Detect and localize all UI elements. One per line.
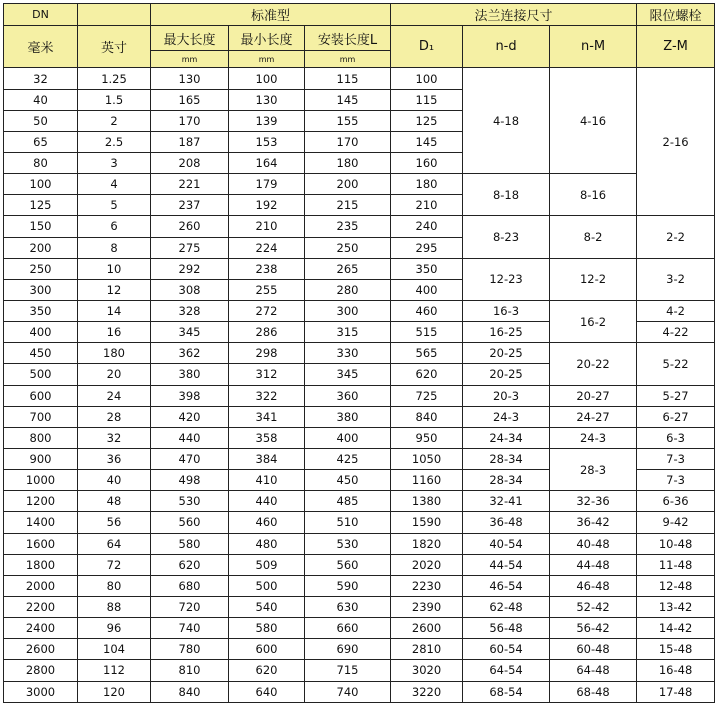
cell-nd: 12-23 [463, 258, 550, 300]
cell-dn-mm: 800 [4, 427, 78, 448]
cell-inch: 80 [78, 575, 151, 596]
cell-max-length: 308 [151, 279, 229, 300]
cell-install-length: 400 [305, 427, 391, 448]
cell-dn-mm: 400 [4, 322, 78, 343]
cell-nd: 28-34 [463, 470, 550, 491]
cell-nd: 40-54 [463, 533, 550, 554]
cell-zm: 5-22 [637, 343, 715, 385]
cell-min-length: 272 [229, 300, 305, 321]
cell-d1: 3020 [391, 660, 463, 681]
cell-inch: 36 [78, 448, 151, 469]
cell-zm: 10-48 [637, 533, 715, 554]
cell-inch: 120 [78, 681, 151, 702]
table-row [4, 385, 715, 406]
cell-nd: 20-3 [463, 385, 550, 406]
cell-max-length: 362 [151, 343, 229, 364]
cell-nm: 52-42 [550, 596, 637, 617]
cell-max-length: 292 [151, 258, 229, 279]
cell-min-length: 509 [229, 554, 305, 575]
cell-zm: 16-48 [637, 660, 715, 681]
cell-min-length: 164 [229, 153, 305, 174]
cell-inch: 2 [78, 110, 151, 131]
cell-dn-mm: 150 [4, 216, 78, 237]
table-row [4, 300, 715, 321]
cell-nd: 68-54 [463, 681, 550, 702]
cell-d1: 2230 [391, 575, 463, 596]
cell-d1: 125 [391, 110, 463, 131]
unit-mm: mm [229, 51, 305, 68]
cell-d1: 460 [391, 300, 463, 321]
header-nd: n-d [463, 26, 550, 68]
cell-zm: 4-2 [637, 300, 715, 321]
cell-min-length: 600 [229, 639, 305, 660]
cell-max-length: 498 [151, 470, 229, 491]
unit-mm: mm [151, 51, 229, 68]
cell-zm: 6-36 [637, 491, 715, 512]
cell-install-length: 300 [305, 300, 391, 321]
unit-mm: mm [305, 51, 391, 68]
cell-dn-mm: 200 [4, 237, 78, 258]
table-row [4, 639, 715, 660]
table-row [4, 596, 715, 617]
table-row [4, 512, 715, 533]
header-standard: 标准型 [151, 4, 391, 26]
cell-inch: 12 [78, 279, 151, 300]
table-row [4, 575, 715, 596]
cell-max-length: 130 [151, 68, 229, 89]
cell-max-length: 328 [151, 300, 229, 321]
cell-min-length: 130 [229, 89, 305, 110]
cell-nd: 64-54 [463, 660, 550, 681]
cell-install-length: 315 [305, 322, 391, 343]
cell-max-length: 260 [151, 216, 229, 237]
cell-install-length: 235 [305, 216, 391, 237]
cell-nm: 16-2 [550, 300, 637, 342]
cell-max-length: 398 [151, 385, 229, 406]
cell-nm: 8-16 [550, 174, 637, 216]
header-d1: D₁ [391, 26, 463, 68]
cell-min-length: 460 [229, 512, 305, 533]
cell-nm: 20-22 [550, 343, 637, 385]
cell-zm: 15-48 [637, 639, 715, 660]
cell-nm: 36-42 [550, 512, 637, 533]
cell-zm: 13-42 [637, 596, 715, 617]
cell-d1: 160 [391, 153, 463, 174]
cell-install-length: 170 [305, 131, 391, 152]
cell-dn-mm: 40 [4, 89, 78, 110]
cell-inch: 48 [78, 491, 151, 512]
header-nm: n-M [550, 26, 637, 68]
header-limit-bolt: 限位螺栓 [637, 4, 715, 26]
cell-dn-mm: 250 [4, 258, 78, 279]
cell-dn-mm: 500 [4, 364, 78, 385]
cell-min-length: 100 [229, 68, 305, 89]
cell-dn-mm: 2400 [4, 618, 78, 639]
cell-install-length: 425 [305, 448, 391, 469]
cell-min-length: 440 [229, 491, 305, 512]
cell-install-length: 510 [305, 512, 391, 533]
header-dn: DN [4, 4, 78, 26]
cell-max-length: 720 [151, 596, 229, 617]
cell-zm: 12-48 [637, 575, 715, 596]
cell-inch: 64 [78, 533, 151, 554]
cell-nd: 16-25 [463, 322, 550, 343]
cell-nd: 62-48 [463, 596, 550, 617]
cell-max-length: 380 [151, 364, 229, 385]
cell-dn-mm: 600 [4, 385, 78, 406]
cell-max-length: 187 [151, 131, 229, 152]
cell-d1: 3220 [391, 681, 463, 702]
cell-dn-mm: 3000 [4, 681, 78, 702]
cell-nd: 24-34 [463, 427, 550, 448]
cell-min-length: 298 [229, 343, 305, 364]
table-row [4, 427, 715, 448]
cell-nd: 24-3 [463, 406, 550, 427]
cell-nm: 4-16 [550, 68, 637, 174]
cell-max-length: 170 [151, 110, 229, 131]
cell-d1: 2810 [391, 639, 463, 660]
cell-install-length: 590 [305, 575, 391, 596]
cell-d1: 725 [391, 385, 463, 406]
cell-install-length: 330 [305, 343, 391, 364]
cell-dn-mm: 450 [4, 343, 78, 364]
table-row [4, 216, 715, 237]
cell-min-length: 480 [229, 533, 305, 554]
cell-install-length: 345 [305, 364, 391, 385]
cell-install-length: 145 [305, 89, 391, 110]
cell-install-length: 450 [305, 470, 391, 491]
cell-min-length: 238 [229, 258, 305, 279]
cell-inch: 104 [78, 639, 151, 660]
cell-inch: 72 [78, 554, 151, 575]
cell-nd: 8-23 [463, 216, 550, 258]
cell-dn-mm: 700 [4, 406, 78, 427]
cell-install-length: 740 [305, 681, 391, 702]
cell-nd: 8-18 [463, 174, 550, 216]
cell-nd: 16-3 [463, 300, 550, 321]
cell-min-length: 580 [229, 618, 305, 639]
header-max-length: 最大长度 [151, 26, 229, 51]
cell-d1: 1050 [391, 448, 463, 469]
cell-max-length: 580 [151, 533, 229, 554]
cell-d1: 1380 [391, 491, 463, 512]
table-row [4, 660, 715, 681]
table-row [4, 681, 715, 702]
cell-zm: 5-27 [637, 385, 715, 406]
cell-max-length: 840 [151, 681, 229, 702]
cell-nd: 44-54 [463, 554, 550, 575]
cell-install-length: 715 [305, 660, 391, 681]
cell-nd: 20-25 [463, 343, 550, 364]
cell-inch: 1.5 [78, 89, 151, 110]
cell-nd: 4-18 [463, 68, 550, 174]
cell-inch: 6 [78, 216, 151, 237]
table-row [4, 258, 715, 279]
cell-nm: 56-42 [550, 618, 637, 639]
cell-max-length: 470 [151, 448, 229, 469]
cell-inch: 1.25 [78, 68, 151, 89]
cell-inch: 88 [78, 596, 151, 617]
cell-d1: 1820 [391, 533, 463, 554]
cell-dn-mm: 900 [4, 448, 78, 469]
cell-max-length: 208 [151, 153, 229, 174]
cell-d1: 115 [391, 89, 463, 110]
dimension-table [3, 3, 715, 703]
cell-inch: 112 [78, 660, 151, 681]
cell-install-length: 560 [305, 554, 391, 575]
cell-max-length: 275 [151, 237, 229, 258]
cell-inch: 5 [78, 195, 151, 216]
cell-dn-mm: 2200 [4, 596, 78, 617]
cell-max-length: 780 [151, 639, 229, 660]
cell-inch: 16 [78, 322, 151, 343]
header-zm: Z-M [637, 26, 715, 68]
cell-nm: 60-48 [550, 639, 637, 660]
cell-max-length: 560 [151, 512, 229, 533]
cell-install-length: 530 [305, 533, 391, 554]
header-mm: 毫米 [4, 26, 78, 68]
cell-nm: 40-48 [550, 533, 637, 554]
cell-min-length: 224 [229, 237, 305, 258]
cell-zm: 4-22 [637, 322, 715, 343]
cell-d1: 210 [391, 195, 463, 216]
cell-max-length: 680 [151, 575, 229, 596]
cell-dn-mm: 2000 [4, 575, 78, 596]
cell-d1: 295 [391, 237, 463, 258]
cell-install-length: 280 [305, 279, 391, 300]
cell-dn-mm: 2800 [4, 660, 78, 681]
table-row [4, 618, 715, 639]
cell-max-length: 221 [151, 174, 229, 195]
cell-min-length: 341 [229, 406, 305, 427]
cell-nd: 60-54 [463, 639, 550, 660]
header-install-length: 安装长度L [305, 26, 391, 51]
header-flange: 法兰连接尺寸 [391, 4, 637, 26]
cell-dn-mm: 65 [4, 131, 78, 152]
cell-min-length: 322 [229, 385, 305, 406]
cell-max-length: 440 [151, 427, 229, 448]
cell-install-length: 380 [305, 406, 391, 427]
cell-d1: 350 [391, 258, 463, 279]
cell-d1: 240 [391, 216, 463, 237]
cell-dn-mm: 125 [4, 195, 78, 216]
cell-dn-mm: 1400 [4, 512, 78, 533]
cell-zm: 7-3 [637, 448, 715, 469]
cell-max-length: 420 [151, 406, 229, 427]
header-row-1 [4, 4, 715, 26]
cell-dn-mm: 1600 [4, 533, 78, 554]
cell-install-length: 215 [305, 195, 391, 216]
cell-nm: 68-48 [550, 681, 637, 702]
cell-min-length: 210 [229, 216, 305, 237]
header-blank [78, 4, 151, 26]
cell-dn-mm: 1000 [4, 470, 78, 491]
cell-zm: 2-16 [637, 68, 715, 216]
table-row [4, 554, 715, 575]
cell-nm: 46-48 [550, 575, 637, 596]
cell-d1: 2390 [391, 596, 463, 617]
cell-nm: 64-48 [550, 660, 637, 681]
cell-dn-mm: 32 [4, 68, 78, 89]
cell-inch: 40 [78, 470, 151, 491]
cell-nm: 24-27 [550, 406, 637, 427]
cell-inch: 4 [78, 174, 151, 195]
cell-max-length: 620 [151, 554, 229, 575]
cell-inch: 10 [78, 258, 151, 279]
cell-d1: 565 [391, 343, 463, 364]
cell-zm: 9-42 [637, 512, 715, 533]
cell-min-length: 500 [229, 575, 305, 596]
cell-zm: 11-48 [637, 554, 715, 575]
cell-min-length: 139 [229, 110, 305, 131]
cell-min-length: 286 [229, 322, 305, 343]
cell-dn-mm: 2600 [4, 639, 78, 660]
cell-max-length: 237 [151, 195, 229, 216]
table-row [4, 448, 715, 469]
cell-zm: 6-27 [637, 406, 715, 427]
cell-install-length: 265 [305, 258, 391, 279]
cell-dn-mm: 350 [4, 300, 78, 321]
cell-inch: 24 [78, 385, 151, 406]
cell-d1: 2600 [391, 618, 463, 639]
cell-d1: 100 [391, 68, 463, 89]
cell-max-length: 810 [151, 660, 229, 681]
table-row [4, 68, 715, 89]
cell-inch: 2.5 [78, 131, 151, 152]
table-row [4, 174, 715, 195]
cell-install-length: 630 [305, 596, 391, 617]
cell-nd: 28-34 [463, 448, 550, 469]
cell-inch: 3 [78, 153, 151, 174]
cell-dn-mm: 300 [4, 279, 78, 300]
cell-min-length: 179 [229, 174, 305, 195]
cell-zm: 7-3 [637, 470, 715, 491]
table-row [4, 533, 715, 554]
table-body [4, 4, 715, 703]
cell-install-length: 485 [305, 491, 391, 512]
cell-min-length: 540 [229, 596, 305, 617]
cell-min-length: 255 [229, 279, 305, 300]
cell-d1: 620 [391, 364, 463, 385]
cell-zm: 6-3 [637, 427, 715, 448]
header-row-2 [4, 26, 715, 51]
cell-min-length: 620 [229, 660, 305, 681]
cell-nd: 36-48 [463, 512, 550, 533]
cell-min-length: 312 [229, 364, 305, 385]
cell-d1: 1590 [391, 512, 463, 533]
cell-d1: 400 [391, 279, 463, 300]
cell-dn-mm: 80 [4, 153, 78, 174]
header-min-length: 最小长度 [229, 26, 305, 51]
cell-nm: 8-2 [550, 216, 637, 258]
cell-nd: 20-25 [463, 364, 550, 385]
cell-install-length: 155 [305, 110, 391, 131]
cell-dn-mm: 50 [4, 110, 78, 131]
cell-nm: 28-3 [550, 448, 637, 490]
cell-inch: 32 [78, 427, 151, 448]
cell-min-length: 358 [229, 427, 305, 448]
cell-dn-mm: 100 [4, 174, 78, 195]
cell-zm: 14-42 [637, 618, 715, 639]
cell-dn-mm: 1800 [4, 554, 78, 575]
cell-nd: 32-41 [463, 491, 550, 512]
cell-d1: 840 [391, 406, 463, 427]
cell-nm: 44-48 [550, 554, 637, 575]
cell-max-length: 165 [151, 89, 229, 110]
cell-install-length: 250 [305, 237, 391, 258]
cell-install-length: 690 [305, 639, 391, 660]
cell-inch: 14 [78, 300, 151, 321]
cell-zm: 3-2 [637, 258, 715, 300]
table-row [4, 406, 715, 427]
cell-d1: 515 [391, 322, 463, 343]
cell-inch: 20 [78, 364, 151, 385]
cell-d1: 145 [391, 131, 463, 152]
cell-max-length: 740 [151, 618, 229, 639]
cell-install-length: 660 [305, 618, 391, 639]
cell-inch: 8 [78, 237, 151, 258]
cell-d1: 950 [391, 427, 463, 448]
cell-nm: 20-27 [550, 385, 637, 406]
cell-inch: 96 [78, 618, 151, 639]
cell-d1: 2020 [391, 554, 463, 575]
table-row [4, 491, 715, 512]
cell-install-length: 115 [305, 68, 391, 89]
cell-inch: 28 [78, 406, 151, 427]
cell-min-length: 153 [229, 131, 305, 152]
cell-min-length: 640 [229, 681, 305, 702]
header-inch: 英寸 [78, 26, 151, 68]
cell-inch: 180 [78, 343, 151, 364]
cell-d1: 180 [391, 174, 463, 195]
cell-min-length: 410 [229, 470, 305, 491]
cell-nd: 46-54 [463, 575, 550, 596]
cell-nd: 56-48 [463, 618, 550, 639]
cell-min-length: 384 [229, 448, 305, 469]
cell-nm: 24-3 [550, 427, 637, 448]
cell-zm: 2-2 [637, 216, 715, 258]
cell-install-length: 360 [305, 385, 391, 406]
cell-install-length: 200 [305, 174, 391, 195]
cell-nm: 32-36 [550, 491, 637, 512]
cell-inch: 56 [78, 512, 151, 533]
cell-install-length: 180 [305, 153, 391, 174]
table-row [4, 343, 715, 364]
cell-dn-mm: 1200 [4, 491, 78, 512]
cell-max-length: 530 [151, 491, 229, 512]
cell-min-length: 192 [229, 195, 305, 216]
cell-max-length: 345 [151, 322, 229, 343]
cell-d1: 1160 [391, 470, 463, 491]
cell-nm: 12-2 [550, 258, 637, 300]
cell-zm: 17-48 [637, 681, 715, 702]
